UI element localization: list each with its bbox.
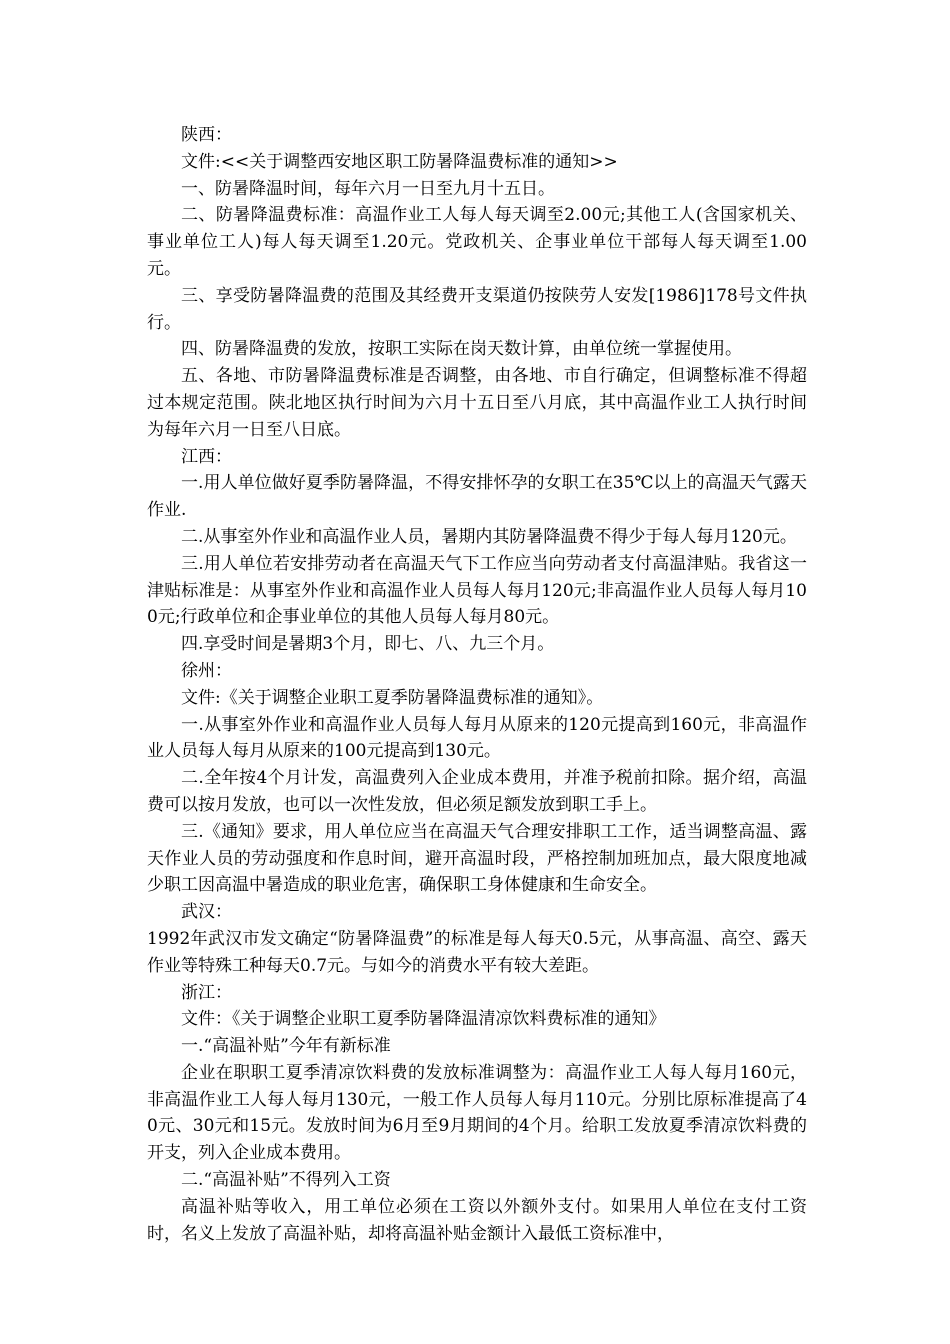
section-heading-xuzhou: 徐州：	[181, 660, 232, 681]
paragraph-shaanxi-document: 文件:<<关于调整西安地区职工防暑降温费标准的通知>>	[181, 151, 618, 172]
paragraph-zhejiang-2-title: 二.“高温补贴”不得列入工资	[181, 1170, 391, 1191]
paragraph-shaanxi-2: 二、防暑降温费标准：高温作业工人每人每天调至2.00元;其他工人(含国家机关、事业单位工人)每人每天调至1.20元。党政机关、企事业单位干部每人每天调至1.00元。	[147, 205, 807, 279]
paragraph-jiangxi-2: 二.从事室外作业和高温作业人员，暑期内其防暑降温费不得少于每人每月120元。	[181, 526, 797, 547]
paragraph-jiangxi-4: 四.享受时间是暑期3个月，即七、八、九三个月。	[181, 634, 555, 655]
paragraph-xuzhou-1: 一.从事室外作业和高温作业人员每人每月从原来的120元提高到160元，非高温作业人员每人每月从原来的100元提高到130元。	[147, 714, 807, 762]
paragraph-zhejiang-document: 文件：《关于调整企业职工夏季防暑降温清凉饮料费标准的通知》	[181, 1009, 666, 1030]
paragraph-shaanxi-3: 三、享受防暑降温费的范围及其经费开支渠道仍按陕劳人安发[1986]178号文件执行。	[147, 285, 807, 333]
paragraph-zhejiang-2-body: 高温补贴等收入，用工单位必须在工资以外额外支付。如果用人单位在支付工资时，名义上发放了高温补贴，却将高温补贴金额计入最低工资标准中，	[147, 1196, 807, 1244]
section-heading-zhejiang: 浙江：	[181, 982, 232, 1003]
paragraph-wuhan-1: 1992年武汉市发文确定“防暑降温费”的标准是每人每天0.5元，从事高温、高空、露天作业等特殊工种每天0.7元。与如今的消费水平有较大差距。	[147, 928, 807, 976]
paragraph-jiangxi-1: 一.用人单位做好夏季防暑降温，不得安排怀孕的女职工在35℃以上的高温天气露天作业.	[147, 473, 807, 521]
paragraph-zhejiang-1-body: 企业在职职工夏季清凉饮料费的发放标准调整为：高温作业工人每人每月160元，非高温作业工人每人每月130元，一般工作人员每人每月110元。分别比原标准提高了40元、30元和15元。发放时间为6月至9月期间的4个月。给职工发放夏季清凉饮料费的开支，列入企业成本费用。	[147, 1062, 807, 1164]
paragraph-xuzhou-2: 二.全年按4个月计发，高温费列入企业成本费用，并准予税前扣除。据介绍，高温费可以按月发放，也可以一次性发放，但必须足额发放到职工手上。	[147, 768, 807, 815]
paragraph-zhejiang-1-title: 一.“高温补贴”今年有新标准	[181, 1036, 391, 1057]
paragraph-jiangxi-3: 三.用人单位若安排劳动者在高温天气下工作应当向劳动者支付高温津贴。我省这一津贴标准是：从事室外作业和高温作业人员每人每月120元;非高温作业人员每人每月100元;行政单位和企事业单位的其他人员每人每月80元。	[147, 553, 807, 628]
paragraph-xuzhou-document: 文件:《关于调整企业职工夏季防暑降温费标准的通知》。	[181, 687, 604, 708]
paragraph-shaanxi-1: 一、防暑降温时间，每年六月一日至九月十五日。	[181, 178, 555, 199]
section-heading-shaanxi: 陕西：	[181, 125, 232, 145]
paragraph-shaanxi-4: 四、防暑降温费的发放，按职工实际在岗天数计算，由单位统一掌握使用。	[181, 339, 742, 360]
paragraph-xuzhou-3: 三.《通知》要求，用人单位应当在高温天气合理安排职工工作，适当调整高温、露天作业人员的劳动强度和作息时间，避开高温时段，严格控制加班加点，最大限度地减少职工因高温中暑造成的职业危害，确保职工身体健康和生命安全。	[147, 821, 807, 896]
section-heading-jiangxi: 江西：	[181, 446, 232, 467]
paragraph-shaanxi-5: 五、各地、市防暑降温费标准是否调整，由各地、市自行确定，但调整标准不得超过本规定范围。陕北地区执行时间为六月十五日至八月底，其中高温作业工人执行时间为每年六月一日至八日底。	[147, 366, 807, 440]
section-heading-wuhan: 武汉：	[181, 902, 232, 923]
document-body	[147, 122, 807, 1247]
